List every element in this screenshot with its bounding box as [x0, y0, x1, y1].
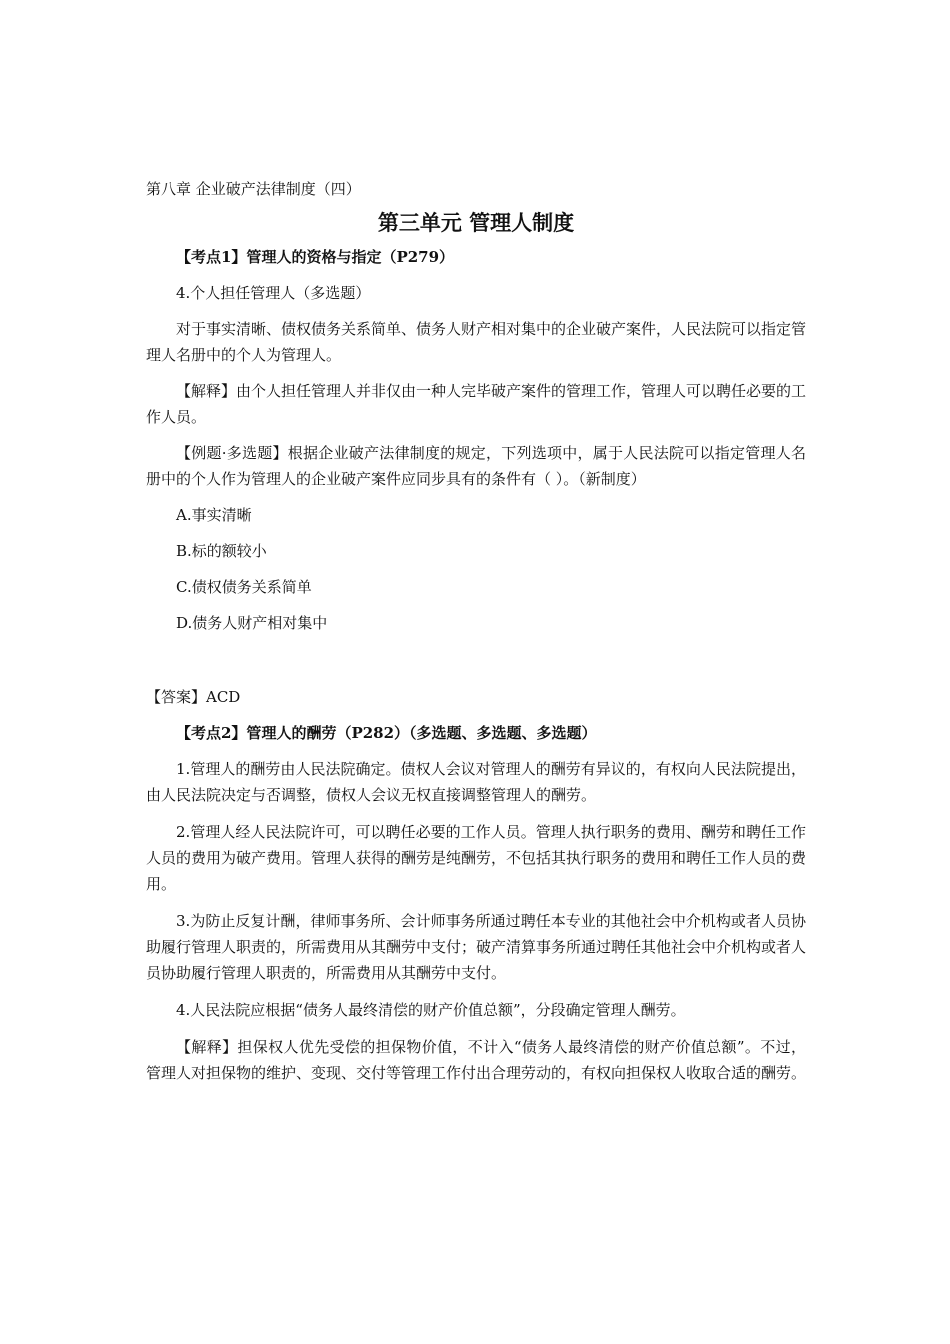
chapter-title: 第八章 企业破产法律制度（四）	[146, 180, 361, 198]
section1-explanation: 【解释】由个人担任管理人并非仅由一种人完毕破产案件的管理工作，管理人可以聘任必要的工作人员。	[146, 382, 807, 426]
section2-point-3: 3.为防止反复计酬，律师事务所、会计师事务所通过聘任本专业的其他社会中介机构或者人员协助履行管理人职责的，所需费用从其酬劳中支付；破产清算事务所通过聘任其他社会中介机构或者人员协助履行管理人职责的，所需费用从其酬劳中支付。	[146, 912, 807, 982]
section2-point-2: 2.管理人经人民法院许可，可以聘任必要的工作人员。管理人执行职务的费用、酬劳和聘任工作人员的费用为破产费用。管理人获得的酬劳是纯酬劳，不包括其执行职务的费用和聘任工作人员的费用。	[146, 823, 807, 893]
document-page	[146, 176, 806, 1086]
section2-point-4: 4.人民法院应根据“债务人最终清偿的财产价值总额”，分段确定管理人酬劳。	[176, 1001, 686, 1019]
answer: 【答案】ACD	[146, 688, 241, 706]
option-d: D.债务人财产相对集中	[176, 614, 328, 632]
section1-paragraph: 对于事实清晰、债权债务关系简单、债务人财产相对集中的企业破产案件，人民法院可以指定管理人名册中的个人为管理人。	[146, 320, 807, 364]
section2-point-1: 1.管理人的酬劳由人民法院确定。债权人会议对管理人的酬劳有异议的，有权向人民法院提出，由人民法院决定与否调整，债权人会议无权直接调整管理人的酬劳。	[146, 760, 806, 804]
option-b: B.标的额较小	[176, 542, 267, 560]
option-a: A.事实清晰	[176, 506, 252, 524]
section1-example-question: 【例题·多选题】根据企业破产法律制度的规定，下列选项中，属于人民法院可以指定管理人名册中的个人作为管理人的企业破产案件应同步具有的条件有（ ）。（新制度）	[146, 444, 806, 488]
option-c: C.债权债务关系简单	[176, 578, 312, 596]
section1-item-title: 4.个人担任管理人（多选题）	[176, 284, 371, 302]
section2-explanation: 【解释】担保权人优先受偿的担保物价值，不计入“债务人最终清偿的财产价值总额”。不过，管理人对担保物的维护、变现、交付等管理工作付出合理劳动的，有权向担保权人收取合适的酬劳。	[146, 1038, 807, 1082]
unit-title: 第三单元 管理人制度	[377, 211, 575, 235]
section1-heading: 【考点1】管理人的资格与指定（P279）	[176, 248, 455, 266]
section2-heading: 【考点2】管理人的酬劳（P282）（多选题、多选题、多选题）	[176, 724, 597, 742]
